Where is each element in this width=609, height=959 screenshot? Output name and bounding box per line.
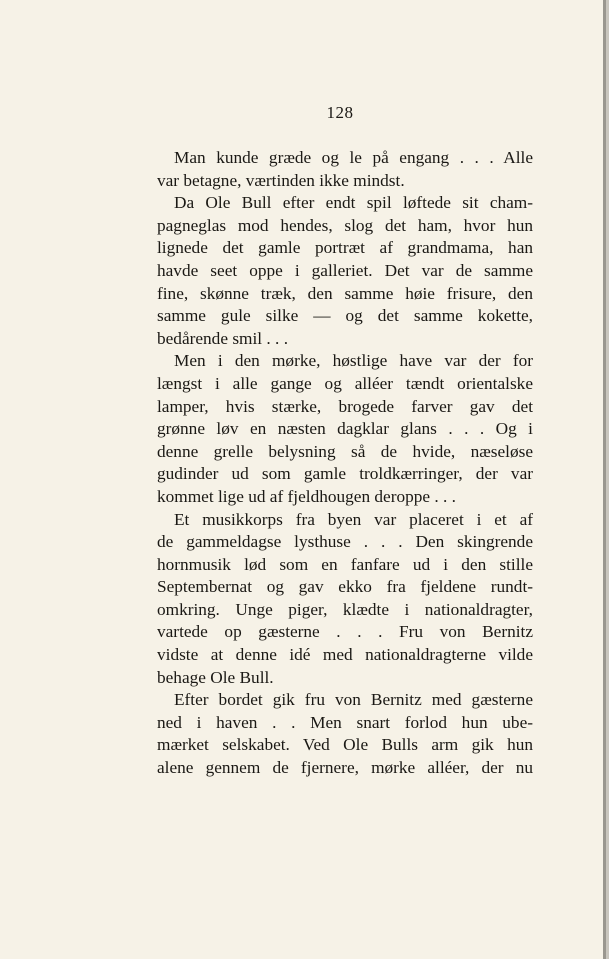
- text-line: hornmusik lød som en fanfare ud i den stille: [157, 554, 533, 574]
- text-line: vidste at denne idé med nationaldragterne vilde: [157, 645, 533, 665]
- text-line: lignede det gamle portræt af grandmama, han: [157, 238, 533, 258]
- text-line: Efter bordet gik fru von Bernitz med gæsterne: [174, 690, 533, 710]
- text-line: samme gule silke — og det samme kokette,: [157, 306, 533, 326]
- page-number: 128: [326, 103, 354, 122]
- text-line: Men i den mørke, høstlige have var der for: [174, 351, 533, 371]
- text-line: omkring. Unge piger, klædte i nationaldragter,: [157, 599, 533, 619]
- text-line: fine, skønne træk, den samme høie frisure, den: [157, 283, 533, 303]
- text-line: havde seet oppe i galleriet. Det var de samme: [157, 260, 533, 280]
- text-line: Man kunde græde og le på engang . . . Alle: [174, 148, 533, 167]
- text-line: mærket selskabet. Ved Ole Bulls arm gik hun: [157, 735, 533, 755]
- text-line: vartede op gæsterne . . . Fru von Bernitz: [157, 622, 533, 642]
- text-line: var betagne, værtinden ikke mindst.: [157, 170, 405, 190]
- text-line: behage Ole Bull.: [157, 667, 274, 687]
- text-line: ned i haven . . Men snart forlod hun ube-: [157, 712, 533, 732]
- text-line: gudinder ud som gamle troldkærringer, der var: [157, 464, 533, 484]
- text-line: denne grelle belysning så de hvide, næseløse: [157, 441, 533, 461]
- text-line: lamper, hvis stærke, brogede farver gav det: [157, 396, 533, 416]
- text-line: alene gennem de fjernere, mørke alléer, der nu: [157, 758, 533, 778]
- text-line: pagneglas mod hendes, slog det ham, hvor hun: [157, 215, 533, 235]
- text-line: grønne løv en næsten dagklar glans . . . Og i: [157, 419, 533, 439]
- text-line: kommet lige ud af fjeldhougen deroppe . . .: [157, 486, 456, 506]
- text-line: de gammeldagse lysthuse . . . Den skingrende: [157, 532, 533, 552]
- text-line: Septembernat og gav ekko fra fjeldene rundt-: [157, 577, 533, 597]
- text-line: Et musikkorps fra byen var placeret i et af: [174, 509, 533, 529]
- text-line: længst i alle gange og alléer tændt orientalske: [157, 373, 533, 393]
- text-line: bedårende smil . . .: [157, 328, 289, 348]
- body-text: [157, 147, 533, 780]
- text-line: Da Ole Bull efter endt spil løftede sit cham-: [174, 193, 533, 213]
